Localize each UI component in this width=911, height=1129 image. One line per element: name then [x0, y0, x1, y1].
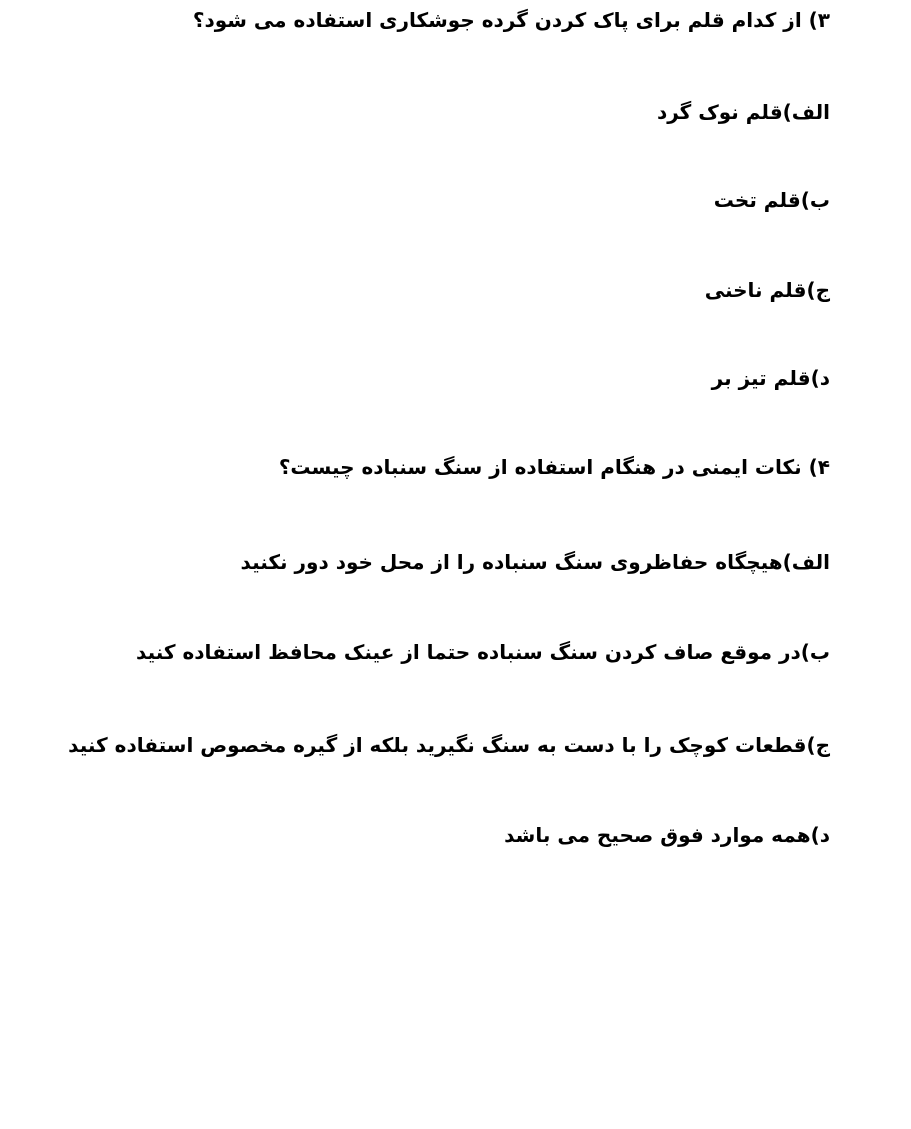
question-3-option-d: د)قلم تیز بر: [711, 366, 830, 390]
question-3: ۳) از کدام قلم برای پاک کردن گرده جوشکاری استفاده می شود؟: [192, 8, 830, 32]
question-4-option-b: ب)در موقع صاف کردن سنگ سنباده حتما از عینک محافظ استفاده کنید: [136, 640, 830, 664]
question-4: ۴) نکات ایمنی در هنگام استفاده از سنگ سنباده چیست؟: [278, 455, 830, 479]
question-3-option-a: الف)قلم نوک گرد: [656, 100, 830, 124]
question-3-option-b: ب)قلم تخت: [713, 188, 830, 212]
question-4-option-a: الف)هیچگاه حفاظروی سنگ سنباده را از محل خود دور نکنید: [240, 550, 830, 574]
question-4-option-d: د)همه موارد فوق صحیح می باشد: [504, 823, 830, 847]
question-4-option-c: ج)قطعات کوچک را با دست به سنگ نگیرید بلکه از گیره مخصوص استفاده کنید: [68, 733, 830, 757]
question-3-option-c: ج)قلم ناخنی: [704, 278, 830, 302]
